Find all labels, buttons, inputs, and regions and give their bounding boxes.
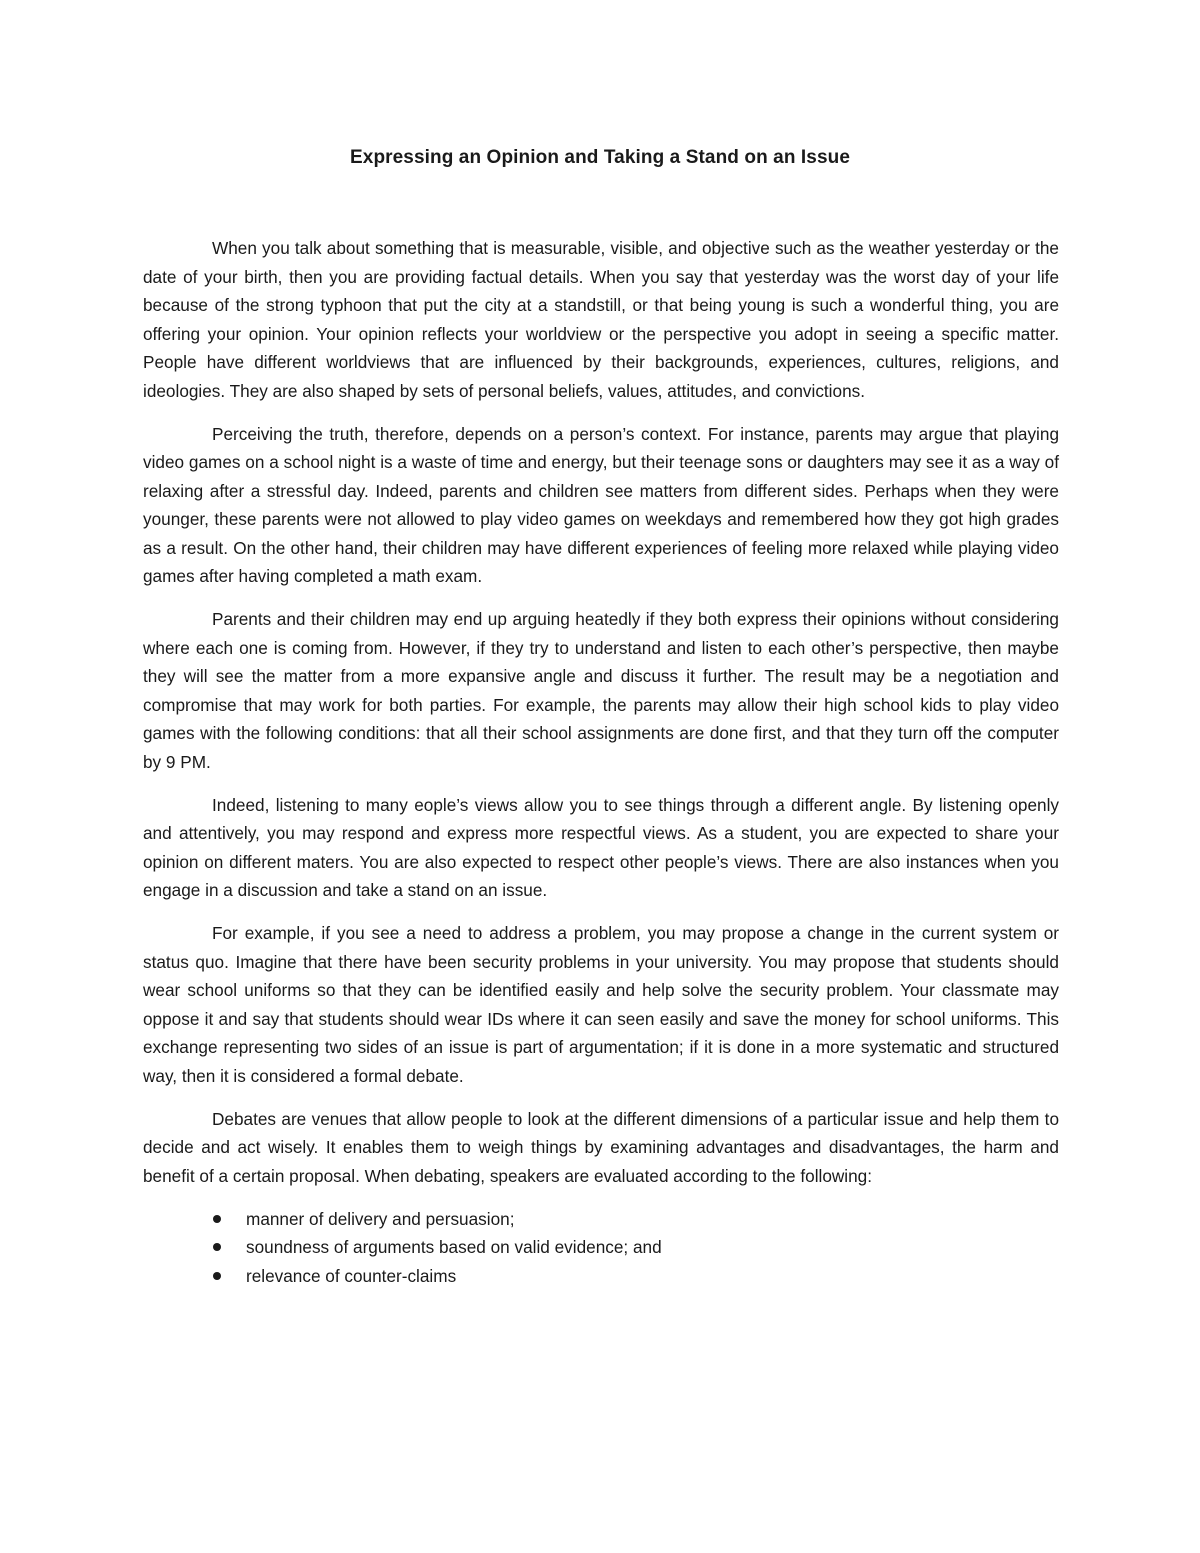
- bullet-icon: [213, 1272, 221, 1280]
- paragraph: For example, if you see a need to address a problem, you may propose a change in the current system or status quo. Imagine that there have been security problems in your university. You may propose that students should wear school uniforms so that they can be identified easily and help solve the security problem. Your classmate may oppose it and say that students should wear IDs where it can seen easily and save the money for school uniforms. This exchange representing two sides of an issue is part of argumentation; if it is done in a more systematic and structured way, then it is considered a formal debate.: [143, 923, 1059, 1086]
- paragraph: Debates are venues that allow people to look at the different dimensions of a particular issue and help them to decide and act wisely. It enables them to weigh things by examining advantages and disadvantages, the harm and benefit of a certain proposal. When debating, speakers are evaluated according to the following:: [143, 1108, 1059, 1186]
- list-item: [143, 1262, 1059, 1291]
- paragraph: Indeed, listening to many eople’s views allow you to see things through a different angle. By listening openly and attentively, you may respond and express more respectful views. As a student, you are expected to share your opinion on different maters. You are also expected to respect other people’s views. There are also instances when you engage in a discussion and take a stand on an issue.: [143, 794, 1059, 900]
- document-title: Expressing an Opinion and Taking a Stand on an Issue: [350, 147, 850, 168]
- list-item: [143, 1233, 1059, 1262]
- list-item-text: relevance of counter-claims: [246, 1265, 457, 1286]
- paragraph: Parents and their children may end up arguing heatedly if they both express their opinions without considering where each one is coming from. However, if they try to understand and listen to each other’s perspective, then maybe they will see the matter from a more expansive angle and discuss it further. The result may be a negotiation and compromise that may work for both parties. For example, the parents may allow their high school kids to play video games with the following conditions: that all their school assignments are done first, and that they turn off the computer by 9 PM.: [143, 609, 1059, 772]
- document-body: [143, 234, 1059, 1290]
- paragraph: When you talk about something that is measurable, visible, and objective such as the weather yesterday or the date of your birth, then you are providing factual details. When you say that yesterday was the worst day of your life because of the strong typhoon that put the city at a standstill, or that being young is such a wonderful thing, you are offering your opinion. Your opinion reflects your worldview or the perspective you adopt in seeing a specific matter. People have different worldviews that are influenced by their backgrounds, experiences, cultures, religions, and ideologies. They are also shaped by sets of personal beliefs, values, attitudes, and convictions.: [143, 238, 1059, 401]
- paragraph: Perceiving the truth, therefore, depends on a person’s context. For instance, parents may argue that playing video games on a school night is a waste of time and energy, but their teenage sons or daughters may see it as a way of relaxing after a stressful day. Indeed, parents and children see matters from different sides. Perhaps when they were younger, these parents were not allowed to play video games on weekdays and remembered how they got high grades as a result. On the other hand, their children may have different experiences of feeling more relaxed while playing video games after having completed a math exam.: [143, 423, 1059, 586]
- bullet-icon: [213, 1243, 221, 1251]
- list-item-text: soundness of arguments based on valid evidence; and: [246, 1237, 662, 1257]
- bullet-icon: [213, 1215, 221, 1223]
- list-item-text: manner of delivery and persuasion;: [246, 1208, 515, 1229]
- list-item: [143, 1205, 1059, 1234]
- criteria-list: [143, 1205, 1059, 1291]
